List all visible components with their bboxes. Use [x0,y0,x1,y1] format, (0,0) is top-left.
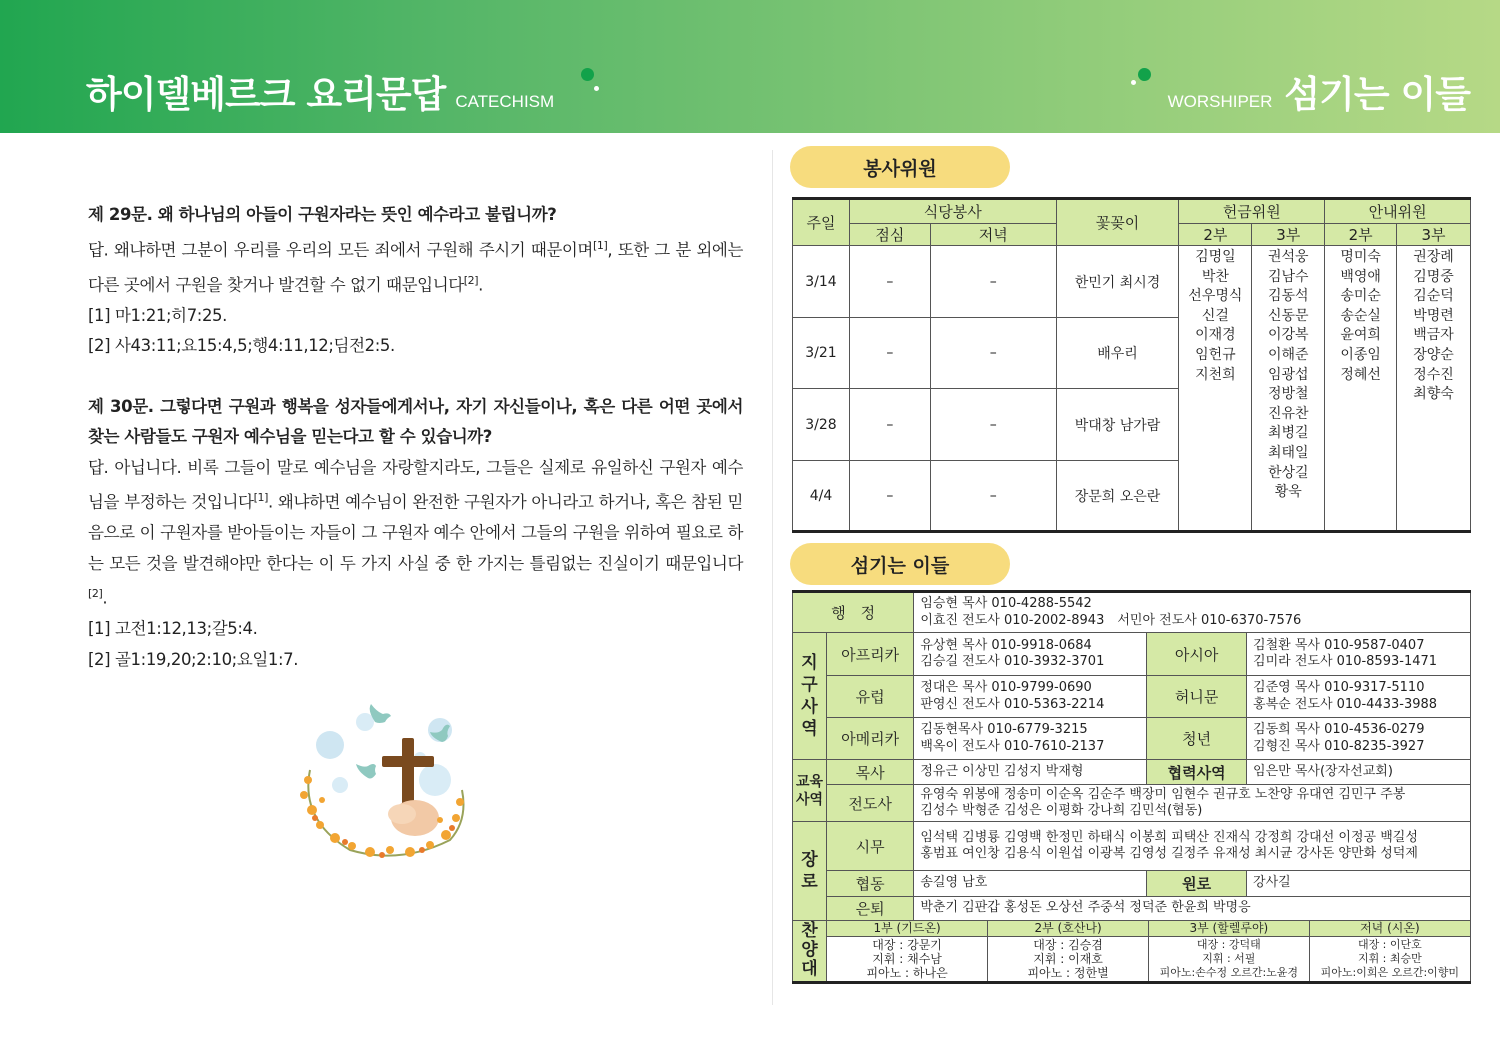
flowers-cell: 박대창 남가람 [1056,389,1179,461]
elder-coop-label: 협동 [826,871,913,897]
name-line: 홍범표 여인창 김용식 이원섭 이광복 김영성 길정주 유재성 최시균 강사돈 양만화 성덕제 [920,846,1418,861]
district-contact [914,718,1147,760]
edu-evangelist-names [914,785,1471,822]
flowers-cell: 한민기 최시경 [1056,246,1179,318]
district-contact [1247,718,1471,760]
district-name: 아시아 [1147,633,1247,676]
worshiper-header [1168,64,1470,118]
footnote-mark: [2] [88,587,103,600]
offering-3-names [1252,246,1325,532]
coop-value: 임은만 목사(장자선교회) [1247,760,1471,785]
district-name: 청년 [1147,718,1247,760]
choir-line: 지휘 : 채수남 [872,951,942,966]
footnote-mark: [1] [592,238,608,252]
retired-names: 박춘기 김판갑 홍성돈 오상선 주중석 정덕준 한윤희 박명응 [914,897,1471,921]
choir-label-text: 찬양대 [801,921,818,980]
name-list: 명미숙 백영애 송미순 송순실 윤여희 이종임 정혜선 [1340,249,1381,383]
dove-icon [356,764,376,779]
col-guide-2: 2부 [1325,224,1397,246]
name-list: 김명일 박찬 선우명식 신걸 이재경 임헌규 지천희 [1188,249,1243,383]
choir-label [793,921,827,983]
col-offering-2: 2부 [1179,224,1252,246]
dinner-cell: – [930,389,1056,461]
service-table [792,197,1471,533]
contact-line: 홍복순 전도사 010-4433-3988 [1253,696,1438,712]
date-cell: 4/4 [793,461,850,532]
section-pill-service: 봉사위원 [790,146,1010,188]
dot-decoration [581,68,594,81]
choir-line: 대장 : 이단호 [1357,937,1422,951]
contact-line: 김승길 전도사 010-3932-3701 [920,654,1105,669]
elder-label [793,822,827,921]
choir-name: 1부 (기드온) [827,921,988,936]
choir-members [988,936,1149,981]
contact-line: 이효진 전도사 010-2002-8943 서민아 전도사 010-6370-7576 [920,612,1302,628]
answer-text: 답. 왜냐하면 그분이 우리를 우리의 모든 죄에서 구원해 주시기 때문이며 [88,240,593,259]
reference: [2] 사43:11;요15:4,5;행4:11,12;딤전2:5. [88,336,395,355]
col-sunday: 주일 [793,199,850,246]
admin-info [914,592,1471,633]
choir-line: 대장 : 김승겸 [1033,937,1103,952]
choir-line: 대장 : 강덕태 [1196,937,1261,951]
date-cell: 3/14 [793,246,850,318]
choir-members [1148,936,1309,981]
flowers-cell: 배우리 [1056,318,1179,389]
date-cell: 3/21 [793,318,850,389]
flowers-cell: 장문희 오은란 [1056,461,1179,532]
choir-line: 피아노 : 정한별 [1027,965,1109,980]
dinner-cell: – [930,246,1056,318]
choir-name: 저녁 (시온) [1309,921,1470,936]
offering-2-names [1179,246,1252,532]
col-offering: 헌금위원 [1179,199,1325,224]
senior-value: 강사길 [1247,871,1471,897]
choir-line: 대장 : 강문기 [872,937,942,952]
guide-2-names [1325,246,1397,532]
lunch-cell: – [849,461,930,532]
dot-decoration [1131,80,1136,85]
contact-line: 유상현 목사 010-9918-0684 [920,637,1092,653]
catechism-text [88,200,743,675]
col-flowers: 꽃꽂이 [1056,199,1179,246]
choir-line: 지휘 : 서필 [1202,951,1256,965]
choir-line: 지휘 : 이재호 [1033,951,1103,966]
col-lunch: 점심 [849,224,930,246]
district-name: 유럽 [826,676,913,718]
dinner-cell: – [930,461,1056,532]
col-cafeteria: 식당봉사 [849,199,1056,224]
edu-pastor-label: 목사 [826,760,913,785]
elder-active-names [914,822,1471,871]
district-contact [1247,676,1471,718]
district-name: 허니문 [1147,676,1247,718]
elder-coop-names: 송길영 남호 [914,871,1147,897]
elder-active-label: 시무 [826,822,913,871]
district-label-text: 지구사역 [801,653,818,739]
district-name: 아메리카 [826,718,913,760]
retired-label: 은퇴 [826,897,913,921]
col-guide-3: 3부 [1397,224,1471,246]
choir-line: 피아노 : 하나은 [866,965,948,980]
name-list: 권석웅 김남수 김동석 신동문 이강복 이해준 임광섭 정방철 진유찬 최병길 최태일 한상길 황욱 [1267,249,1309,501]
contact-line: 임승현 목사 010-4288-5542 [920,596,1092,611]
answer-text: . [102,588,108,608]
district-contact [914,676,1147,718]
name-list: 권장례 김명중 김순덕 박명련 백금자 장양순 정수진 최향숙 [1413,249,1454,403]
contact-line: 김동희 목사 010-4536-0279 [1253,722,1425,737]
contact-line: 김미라 전도사 010-8593-1471 [1253,654,1438,669]
table-row [793,246,1471,318]
answer-30 [88,453,743,615]
contact-line: 김철환 목사 010-9587-0407 [1253,637,1425,653]
edu-pastor-names: 정유근 이상민 김성지 박재형 [914,760,1147,785]
name-line: 임석택 김병룡 김영백 한정민 하태식 이봉희 피택산 진재식 강정희 강대선 이정공 백길성 [920,829,1418,845]
catechism-en-label: CATECHISM [455,92,555,111]
page-divider [772,150,773,1005]
district-contact [1247,633,1471,676]
elder-label-text: 장로 [801,850,818,892]
dot-decoration [594,86,599,91]
district-label [793,633,827,760]
edu-evangelist-label: 전도사 [826,785,913,822]
edu-label [793,760,827,822]
reference: [2] 골1:19,20;2:10;요일1:7. [88,649,299,669]
contact-line: 김준영 목사 010-9317-5110 [1253,680,1425,695]
col-guide: 안내위원 [1325,199,1471,224]
worshipers-table [792,590,1471,984]
reference: [1] 마1:21;히7:25. [88,305,228,325]
date-cell: 3/28 [793,389,850,461]
choir-line: 지휘 : 최승만 [1357,951,1422,965]
lunch-cell: – [849,389,930,461]
lunch-cell: – [849,246,930,318]
lunch-cell: – [849,318,930,389]
question-29: 제 29문. 왜 하나님의 아들이 구원자라는 뜻인 예수라고 불립니까? [88,205,557,224]
footnote-mark: [1] [253,491,268,504]
choir-members [827,936,988,981]
contact-line: 김형진 목사 010-8235-3927 [1253,738,1425,754]
choir-line: 피아노:손수정 오르간:노윤경 [1159,965,1299,979]
cross-illustration [290,700,470,870]
contact-line: 정대은 목사 010-9799-0690 [920,680,1092,695]
answer-text: , 또한 그 분 외에는 다른 곳에서 구원을 찾거나 발견할 수 없기 때문입니다 [88,240,743,294]
catechism-header [86,64,554,118]
contact-line: 김동현목사 010-6779-3215 [920,722,1088,737]
choir-name: 3부 (할렐루야) [1148,921,1309,936]
section-pill-worshipers: 섬기는 이들 [790,543,1010,585]
name-line: 김성수 박형준 김성은 이평화 강나희 김민석(협동) [920,803,1203,818]
answer-text: . 왜냐하면 예수님이 완전한 구원자가 아니라고 하거나, 혹은 참된 믿음으로 이 구원자를 받아들이는 자들이 그 구원자 예수 안에서 그들의 구원을 위하여 필요로 하는 모든 것을 발견해야만 한다는 이 두 가지 사실 중 한 가지는 틀림없는 진실이기 때문입니다 [88,492,743,573]
answer-29 [88,231,743,301]
worshiper-title: 섬기는 이들 [1284,73,1470,116]
dot-decoration [1138,68,1151,81]
question-30: 제 30문. 그렇다면 구원과 행복을 성자들에게서나, 자기 자신들이나, 혹은 다른 어떤 곳에서 찾는 사람들도 구원자 예수님을 믿는다고 할 수 있습니까? [88,396,743,446]
catechism-title: 하이델베르크 요리문답 [86,73,446,116]
choir-line: 피아노:이희은 오르간:이향미 [1320,965,1460,979]
col-dinner: 저녁 [930,224,1056,246]
contact-line: 판영신 전도사 010-5363-2214 [920,696,1105,712]
edu-label-text: 교육사역 [795,773,824,808]
admin-label: 행 정 [793,592,914,633]
guide-3-names [1397,246,1471,532]
choir-grid [826,921,1470,983]
district-contact [914,633,1147,676]
answer-text: 답. 아닙니다. 비록 그들이 말로 예수님을 자랑할지라도, 그들은 실제로 유일하신 구원자 예수님을 부정하는 것입니다 [88,457,743,512]
header-band [0,0,1500,133]
choir-name: 2부 (호산나) [988,921,1149,936]
senior-label: 원로 [1147,871,1247,897]
contact-line: 백옥이 전도사 010-7610-2137 [920,738,1105,754]
choir-members [1309,936,1470,981]
reference: [1] 고전1:12,13;갈5:4. [88,619,258,638]
col-offering-3: 3부 [1252,224,1325,246]
worshiper-en-label: WORSHIPER [1167,92,1273,111]
district-name: 아프리카 [826,633,913,676]
dinner-cell: – [930,318,1056,389]
footnote-mark: [2] [463,273,479,287]
answer-text: . [478,275,484,294]
name-line: 유영숙 위봉애 정송미 이순옥 김순주 백장미 임현수 권규호 노찬양 유대연 김민구 주봉 [920,786,1406,802]
coop-label: 협력사역 [1147,760,1247,785]
